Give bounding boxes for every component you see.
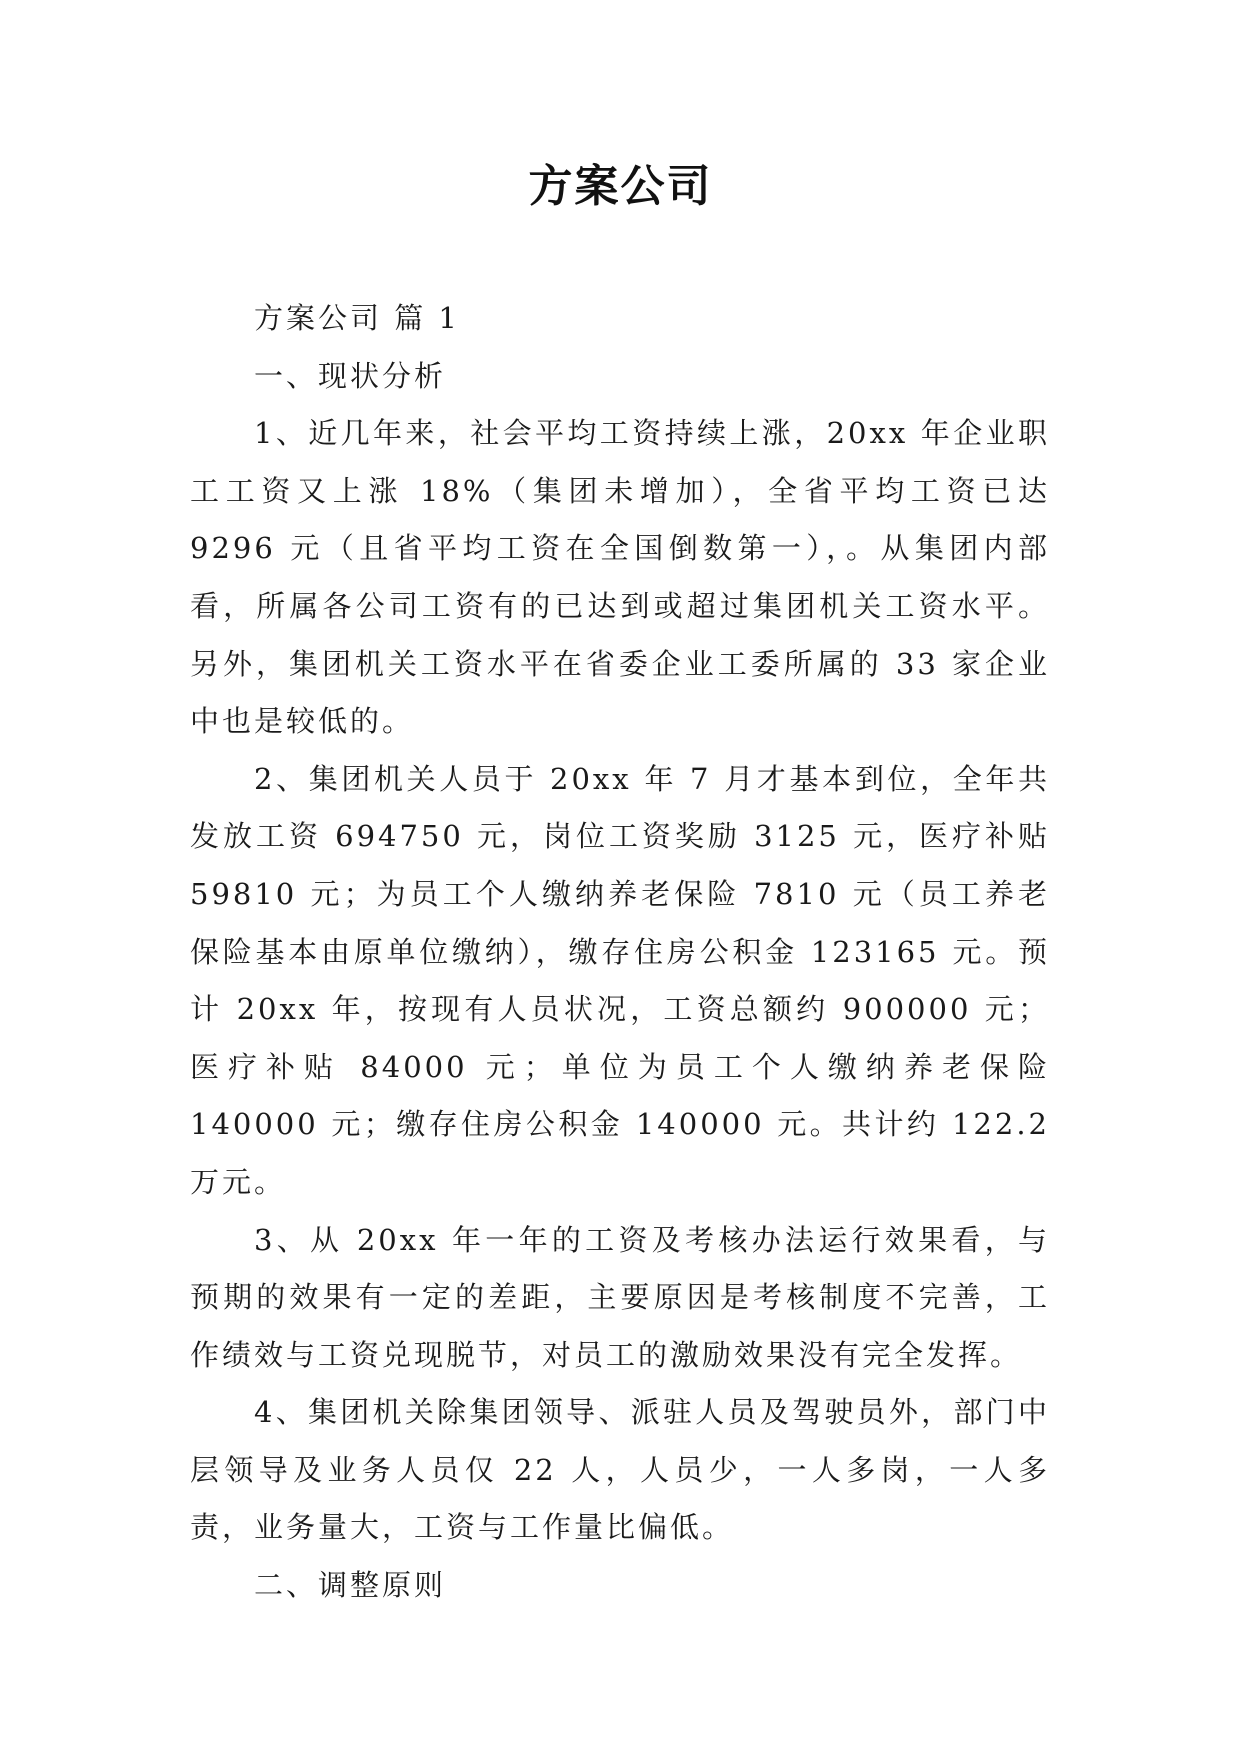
- body-paragraph: 3、从 20xx 年一年的工资及考核办法运行效果看，与预期的效果有一定的差距，主要原因是考核制度不完善，工作绩效与工资兑现脱节，对员工的激励效果没有完全发挥。: [190, 1222, 1050, 1372]
- document-body: [190, 290, 1050, 1615]
- subsection-heading: 二、调整原则: [254, 1568, 447, 1603]
- document-title: 方案公司: [528, 161, 713, 212]
- subsection-heading: 一、现状分析: [254, 358, 447, 393]
- body-paragraph: 1、近几年来，社会平均工资持续上涨，20xx 年企业职工工资又上涨 18%（集团未增加），全省平均工资已达 9296 元（且省平均工资在全国倒数第一），。从集团内部看，所属各公司工资有的已达到或超过集团机关工资水平。另外，集团机关工资水平在省委企业工委所属的 33 家企业中也是较低的。: [190, 416, 1050, 739]
- body-paragraph: 2、集团机关人员于 20xx 年 7 月才基本到位，全年共发放工资 694750 元，岗位工资奖励 3125 元，医疗补贴 59810 元；为员工个人缴纳养老保险 7810 元（员工养老保险基本由原单位缴纳），缴存住房公积金 123165 元。预计 20xx 年，按现有人员状况，工资总额约 900000 元；医疗补贴 84000 元；单位为员工个人缴纳养老保险 140000 元；缴存住房公积金 140000 元。共计约 122.2 万元。: [190, 761, 1050, 1199]
- body-paragraph: 4、集团机关除集团领导、派驻人员及驾驶员外，部门中层领导及业务人员仅 22 人，人员少，一人多岗，一人多责，业务量大，工资与工作量比偏低。: [190, 1395, 1050, 1545]
- section-heading: 方案公司 篇 1: [254, 301, 460, 335]
